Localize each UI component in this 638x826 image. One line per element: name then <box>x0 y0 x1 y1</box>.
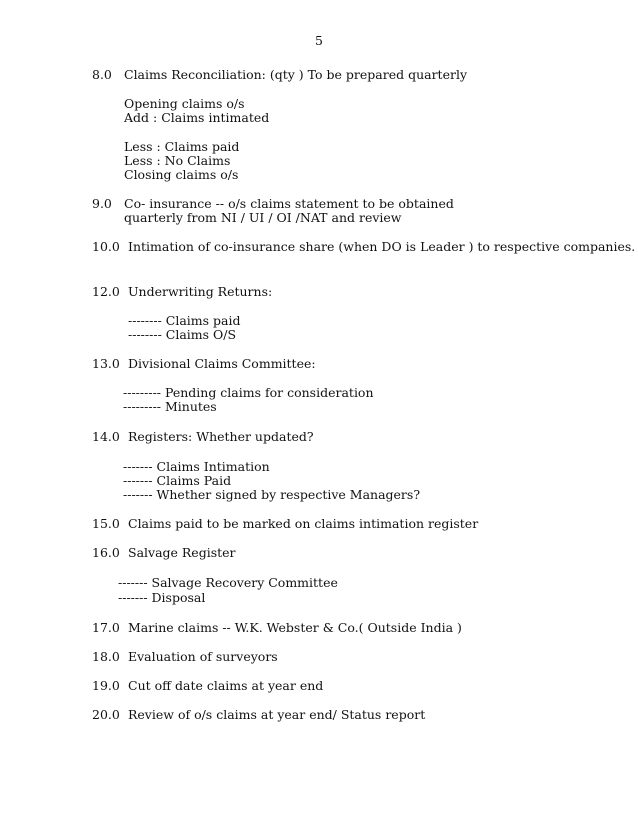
sub-line: Less : No Claims <box>124 153 231 168</box>
item-number: 13.0 <box>92 356 120 371</box>
item-number: 14.0 <box>92 429 120 444</box>
item-text: Underwriting Returns: <box>128 284 273 299</box>
item-text: Claims Reconciliation: (qty ) To be prepared quarterly <box>124 67 468 82</box>
sub-line: Closing claims o/s <box>124 167 239 182</box>
item-text: Evaluation of surveyors <box>128 649 278 664</box>
sub-line: -------- Claims paid <box>128 313 241 328</box>
item-number: 18.0 <box>92 649 120 664</box>
sub-line: --------- Minutes <box>123 399 217 414</box>
item-text: Registers: Whether updated? <box>128 429 314 444</box>
sub-line: --------- Pending claims for consideration <box>123 385 374 400</box>
item-number: 16.0 <box>92 545 120 560</box>
sub-line: ------- Claims Paid <box>123 473 232 488</box>
item-text-continued: quarterly from NI / UI / OI /NAT and review <box>124 210 402 225</box>
item-number: 9.0 <box>92 196 112 211</box>
sub-line: ------- Salvage Recovery Committee <box>118 575 338 590</box>
item-number: 10.0 <box>92 239 120 254</box>
item-number: 15.0 <box>92 516 120 531</box>
item-number: 12.0 <box>92 284 120 299</box>
item-number: 8.0 <box>92 67 112 82</box>
item-number: 19.0 <box>92 678 120 693</box>
sub-line: Add : Claims intimated <box>124 110 270 125</box>
item-text: Divisional Claims Committee: <box>128 356 316 371</box>
sub-line: Opening claims o/s <box>124 96 245 111</box>
item-text: Marine claims -- W.K. Webster & Co.( Outside India ) <box>128 620 462 635</box>
item-text: Intimation of co-insurance share (when DO is Leader ) to respective companies. <box>128 239 636 254</box>
item-number: 17.0 <box>92 620 120 635</box>
item-number: 20.0 <box>92 707 120 722</box>
page-number: 5 <box>315 33 323 48</box>
sub-line: ------- Claims Intimation <box>123 459 270 474</box>
item-text: Salvage Register <box>128 545 236 560</box>
sub-line: ------- Disposal <box>118 590 206 605</box>
sub-line: Less : Claims paid <box>124 139 240 154</box>
item-text: Cut off date claims at year end <box>128 678 324 693</box>
item-text: Co- insurance -- o/s claims statement to be obtained <box>124 196 454 211</box>
item-text: Review of o/s claims at year end/ Status report <box>128 707 426 722</box>
item-text: Claims paid to be marked on claims intimation register <box>128 516 479 531</box>
sub-line: ------- Whether signed by respective Managers? <box>123 487 421 502</box>
sub-line: -------- Claims O/S <box>128 327 237 342</box>
